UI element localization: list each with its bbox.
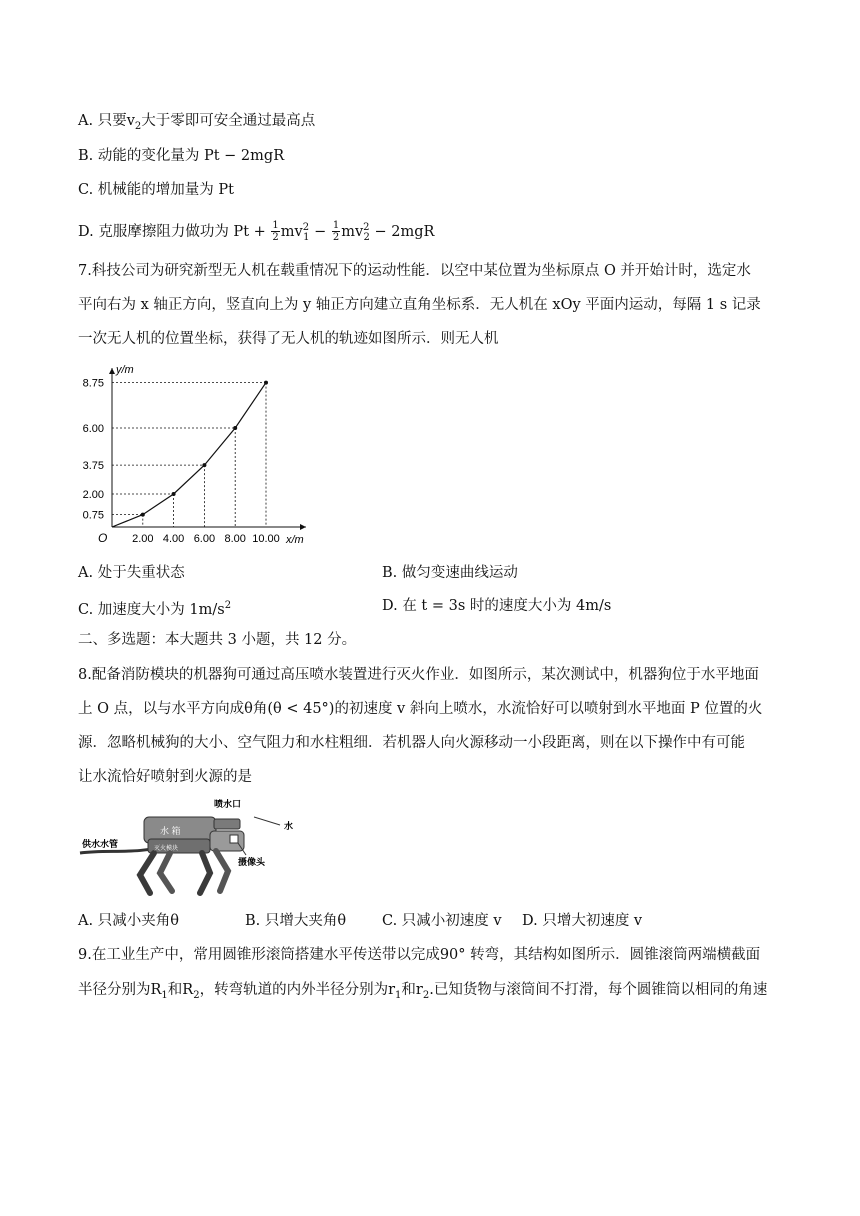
- svg-text:摄像头: 摄像头: [238, 857, 266, 867]
- origin-label: O: [98, 531, 108, 545]
- q7-text-line-3: 一次无人机的位置坐标，获得了无人机的轨迹如图所示．则无人机: [78, 331, 499, 347]
- water-pointer: [254, 817, 280, 825]
- section-heading: 二、多选题：本大题共 3 小题，共 12 分。: [78, 632, 357, 648]
- q6-option-a: A. 只要$v_2$大于零即可安全通过最高点: [78, 113, 316, 132]
- robot-leg: [140, 853, 154, 893]
- svg-text:灭火模块: 灭火模块: [154, 846, 179, 852]
- camera: [230, 835, 238, 843]
- robot-dog-figure: [78, 795, 308, 900]
- robot-leg: [216, 851, 228, 891]
- trajectory-curve: [112, 383, 266, 527]
- y-tick-label: 6.00: [82, 423, 104, 435]
- robot-head: [210, 831, 244, 851]
- x-tick-label: 10.00: [252, 533, 280, 545]
- robot-leg: [160, 853, 172, 891]
- q9-text-line-2: 半径分别为$R_1$和$R_2$，转弯轨道的内外半径分别为$r_1$和$r_2$.已知货物与滚筒间不打滑，每个圆锥筒以相同的角速: [78, 982, 768, 1001]
- q8-text-line-2: 上 O 点，以与水平方向成θ角(θ < 45°)的初速度 v 斜向上喷水，水流恰好可以喷射到水平地面 P 位置的火: [78, 701, 763, 717]
- q6-option-c: C. 机械能的增加量为 Pt: [78, 182, 234, 198]
- q9-text-line-1: 9.在工业生产中，常用圆锥形滚筒搭建水平传送带以完成90° 转弯，其结构如图所示．圆锥滚筒两端横截面: [78, 947, 761, 963]
- q6-option-d: D. 克服摩擦阻力做功为 Pt + $\frac{1}{2}$ $mv^2_1$ − $\frac{1}{2}$ $mv^2_2 - 2mgR$: [78, 220, 435, 244]
- q8-text-line-3: 源．忽略机械狗的大小、空气阻力和水柱粗细．若机器人向火源移动一小段距离，则在以下操作中有可能: [78, 735, 745, 751]
- y-axis-label: y/m: [116, 364, 134, 376]
- q7-option-b: B. 做匀变速曲线运动: [382, 565, 518, 581]
- data-point: [202, 463, 206, 467]
- svg-text:喷水口: 喷水口: [214, 799, 242, 809]
- svg-text:水 箱: 水 箱: [160, 826, 181, 836]
- q7-text-line-2: 平向右为 x 轴正方向，竖直向上为 y 轴正方向建立直角坐标系．无人机在 xOy 平面内运动，每隔 1 s 记录: [78, 297, 761, 313]
- data-point: [264, 381, 268, 385]
- svg-text:供水水管: 供水水管: [82, 839, 119, 849]
- q7-option-d: D. 在 t = 3s 时的速度大小为 4m/s: [382, 598, 612, 614]
- x-tick-label: 8.00: [224, 533, 246, 545]
- x-axis-label: x/m: [286, 534, 304, 546]
- q8-option-b: B. 只增大夹角θ: [245, 913, 347, 929]
- y-tick-label: 8.75: [82, 377, 104, 390]
- robot-leg: [200, 853, 210, 893]
- fraction: $\frac{1}{2}$: [332, 220, 340, 244]
- x-tick-label: 2.00: [132, 533, 154, 545]
- fraction: $\frac{1}{2}$: [272, 220, 279, 244]
- q8-text-line-4: 让水流恰好喷射到火源的是: [78, 769, 252, 785]
- q7-text-line-1: 7.科技公司为研究新型无人机在载重情况下的运动性能．以空中某位置为坐标原点 O 并开始计时，选定水: [78, 263, 751, 279]
- y-tick-label: 0.75: [82, 509, 104, 522]
- y-tick-label: 2.00: [82, 489, 104, 501]
- q8-option-d: D. 只增大初速度 v: [522, 913, 643, 929]
- data-point: [233, 426, 237, 430]
- data-point: [172, 492, 176, 496]
- x-tick-label: 4.00: [162, 533, 185, 545]
- q7-option-c: C. 加速度大小为 $1m/s^2$: [78, 600, 232, 618]
- x-tick-label: 6.00: [193, 533, 216, 545]
- q8-option-a: A. 只减小夹角θ: [78, 913, 179, 929]
- trajectory-chart: [70, 360, 320, 555]
- data-point: [141, 513, 145, 517]
- q8-text-line-1: 8.配备消防模块的机器狗可通过高压喷水装置进行灭火作业．如图所示，某次测试中，机器狗位于水平地面: [78, 667, 759, 683]
- q6-option-b: B. 动能的变化量为 Pt − 2mgR: [78, 148, 285, 164]
- nozzle: [214, 819, 240, 829]
- y-tick-label: 3.75: [82, 460, 104, 473]
- q7-option-a: A. 处于失重状态: [78, 565, 185, 581]
- svg-text:水: 水: [284, 821, 294, 831]
- q8-option-c: C. 只减小初速度 v: [382, 913, 502, 929]
